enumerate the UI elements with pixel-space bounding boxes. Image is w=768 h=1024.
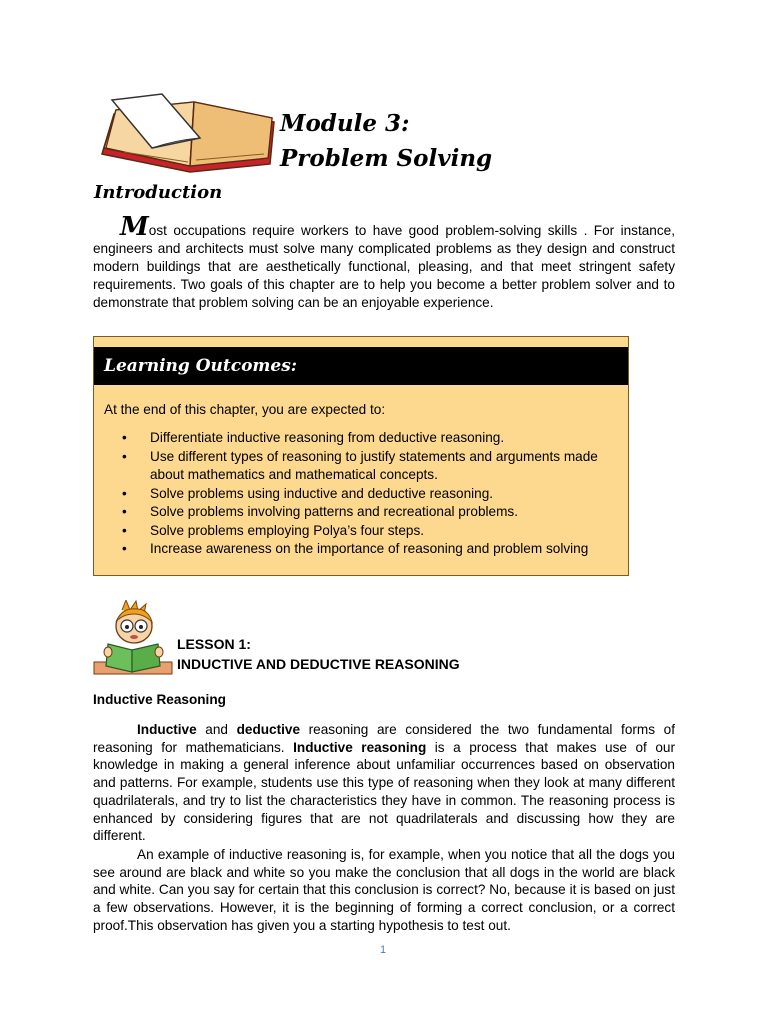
learning-outcome-item: • Use different types of reasoning to justify statements and arguments made about mathematics and mathematical concepts. bbox=[122, 448, 598, 482]
introduction-paragraph bbox=[93, 212, 675, 312]
introduction-text: ost occupations require workers to have good problem-solving skills . For instance, engineers and architects must solve many complicated problems as they design and construct modern buildings that are aesthetically functional, pleasing, and that meet stringent safety requirements. Two goals of this chapter are to help you become a better problem solver and to demonstrate that problem solving can be an enjoyable experience. bbox=[93, 223, 675, 310]
learning-outcomes-title: Learning Outcomes: bbox=[104, 356, 298, 376]
module-title bbox=[280, 106, 492, 176]
learning-outcomes-header bbox=[94, 347, 628, 385]
bullet: • bbox=[122, 504, 127, 519]
learning-outcomes-box bbox=[93, 336, 629, 576]
learning-outcomes-list bbox=[104, 429, 620, 559]
bullet: • bbox=[122, 448, 127, 464]
lesson-heading bbox=[177, 634, 460, 674]
learning-outcome-item: • Solve problems employing Polya’s four steps. bbox=[104, 522, 620, 541]
module-name: Problem Solving bbox=[280, 145, 493, 172]
module-number: Module 3: bbox=[280, 110, 410, 137]
lesson-title: INDUCTIVE AND DEDUCTIVE REASONING bbox=[177, 656, 460, 672]
drop-cap: M bbox=[120, 212, 149, 242]
learning-outcome-item: • Increase awareness on the importance of reasoning and problem solving bbox=[104, 540, 620, 559]
open-book-illustration bbox=[94, 92, 280, 176]
lesson-label: LESSON 1: bbox=[177, 636, 251, 652]
inductive-reasoning-heading: Inductive Reasoning bbox=[93, 692, 226, 707]
bullet: • bbox=[122, 522, 127, 538]
bullet: • bbox=[122, 430, 127, 445]
page-number: 1 bbox=[380, 944, 387, 956]
child-reading-illustration bbox=[92, 600, 174, 678]
learning-outcome-item: • Solve problems using inductive and deductive reasoning. bbox=[104, 485, 620, 504]
inductive-paragraph-2: An example of inductive reasoning is, for example, when you notice that all the dogs you see around are black and white so you make the conclusion that all dogs in the world are black and white. Can you say for certain that this conclusion is correct? No, because it is based on just a few observations. However, it is the beginning of forming a correct conclusion, or a correct proof.This observation has given you a starting hypothesis to test out. bbox=[93, 847, 675, 933]
inductive-paragraph-1: Inductive and deductive reasoning are considered the two fundamental forms of reasoning for mathematicians. Inductive reasoning is a process that makes use of our knowledge in making a general inference about unfamiliar occurrences based on observation and patterns. For example, students use this type of reasoning when they look at many different quadrilaterals, and try to list the characteristics they have in common. The reasoning process is enhanced by considering figures that are not quadrilaterals and discussing how they are different. bbox=[93, 722, 675, 844]
learning-outcome-item: • Differentiate inductive reasoning from deductive reasoning. bbox=[104, 429, 620, 448]
learning-outcomes-intro: At the end of this chapter, you are expected to: bbox=[104, 402, 386, 417]
introduction-heading: Introduction bbox=[94, 182, 223, 203]
bullet: • bbox=[122, 485, 127, 501]
learning-outcome-item: • Solve problems involving patterns and recreational problems. bbox=[104, 503, 620, 522]
bullet: • bbox=[122, 541, 127, 556]
